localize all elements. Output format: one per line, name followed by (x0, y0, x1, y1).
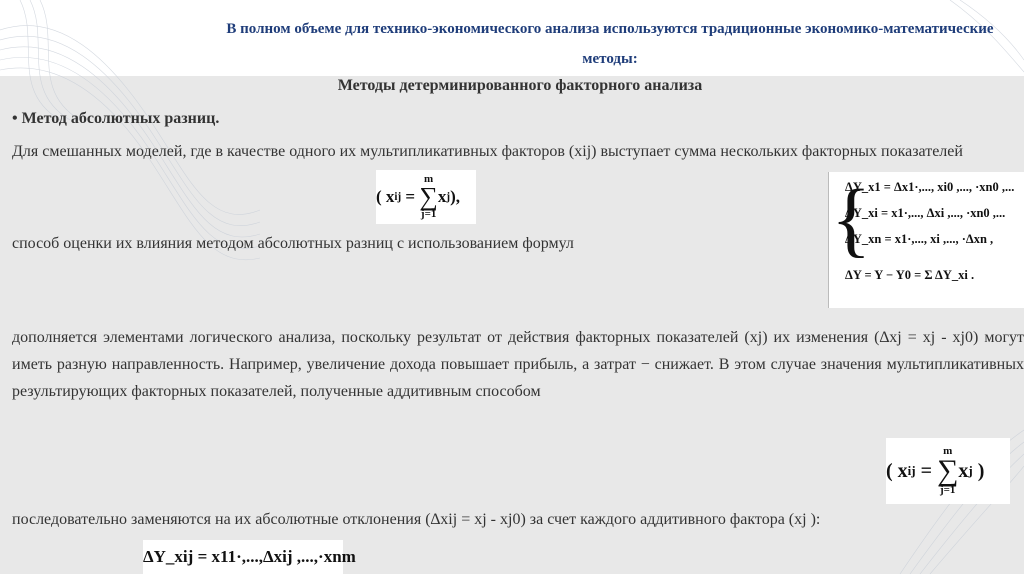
formula-bottom: ΔY_xij = x11·,...,Δxij ,...,·xnm (143, 540, 343, 574)
paragraph-replacement: последовательно заменяются на их абсолютные отклонения (∆xij = xj - xj0) за счет каждого аддитивного фактора (xj ): (12, 511, 821, 528)
slide-title: В полном объеме для технико-экономического анализа используются традиционные экономико-математические методы: (226, 21, 994, 67)
formula-large-sum: ( x ij = m ∑ j=1 x j ) (886, 438, 1010, 504)
bullet-method-title: • Метод абсолютных разниц. (12, 110, 220, 127)
paragraph-mixed-models: Для смешанных моделей, где в качестве одного их мультипликативных факторов (xij) выступает сумма нескольких факторных показателей (12, 143, 963, 160)
paragraph-logical-analysis: дополняется элементами логического анализа, поскольку результат от действия факторных показателей (xj) их изменения (∆xj = xj - xj0) могут иметь разную направленность. Например, увеличение дохода повышает прибыль, а затрат − снижает. В этом случае значения мультипликативных результирующих факторных показателей, полученные аддитивным способом (12, 329, 1024, 400)
section-heading: Методы детерминированного факторного анализа (337, 77, 703, 94)
formula-system: { ΔY_x1 = Δx1·,..., xi0 ,..., ·xn0 ,... ΔY_xi = x1·,..., Δxi ,..., ·xn0 ,... ΔY_xn = x1·,..., xi ,..., ·Δxn , ΔY = Y − Y0 = Σ ΔY_xi . (828, 172, 1024, 308)
paragraph-absolute-differences: способ оценки их влияния методом абсолютных разниц с использованием формул (12, 235, 574, 252)
formula-inline-sum: ( x ij = m ∑ j=1 x j ), (376, 170, 476, 224)
